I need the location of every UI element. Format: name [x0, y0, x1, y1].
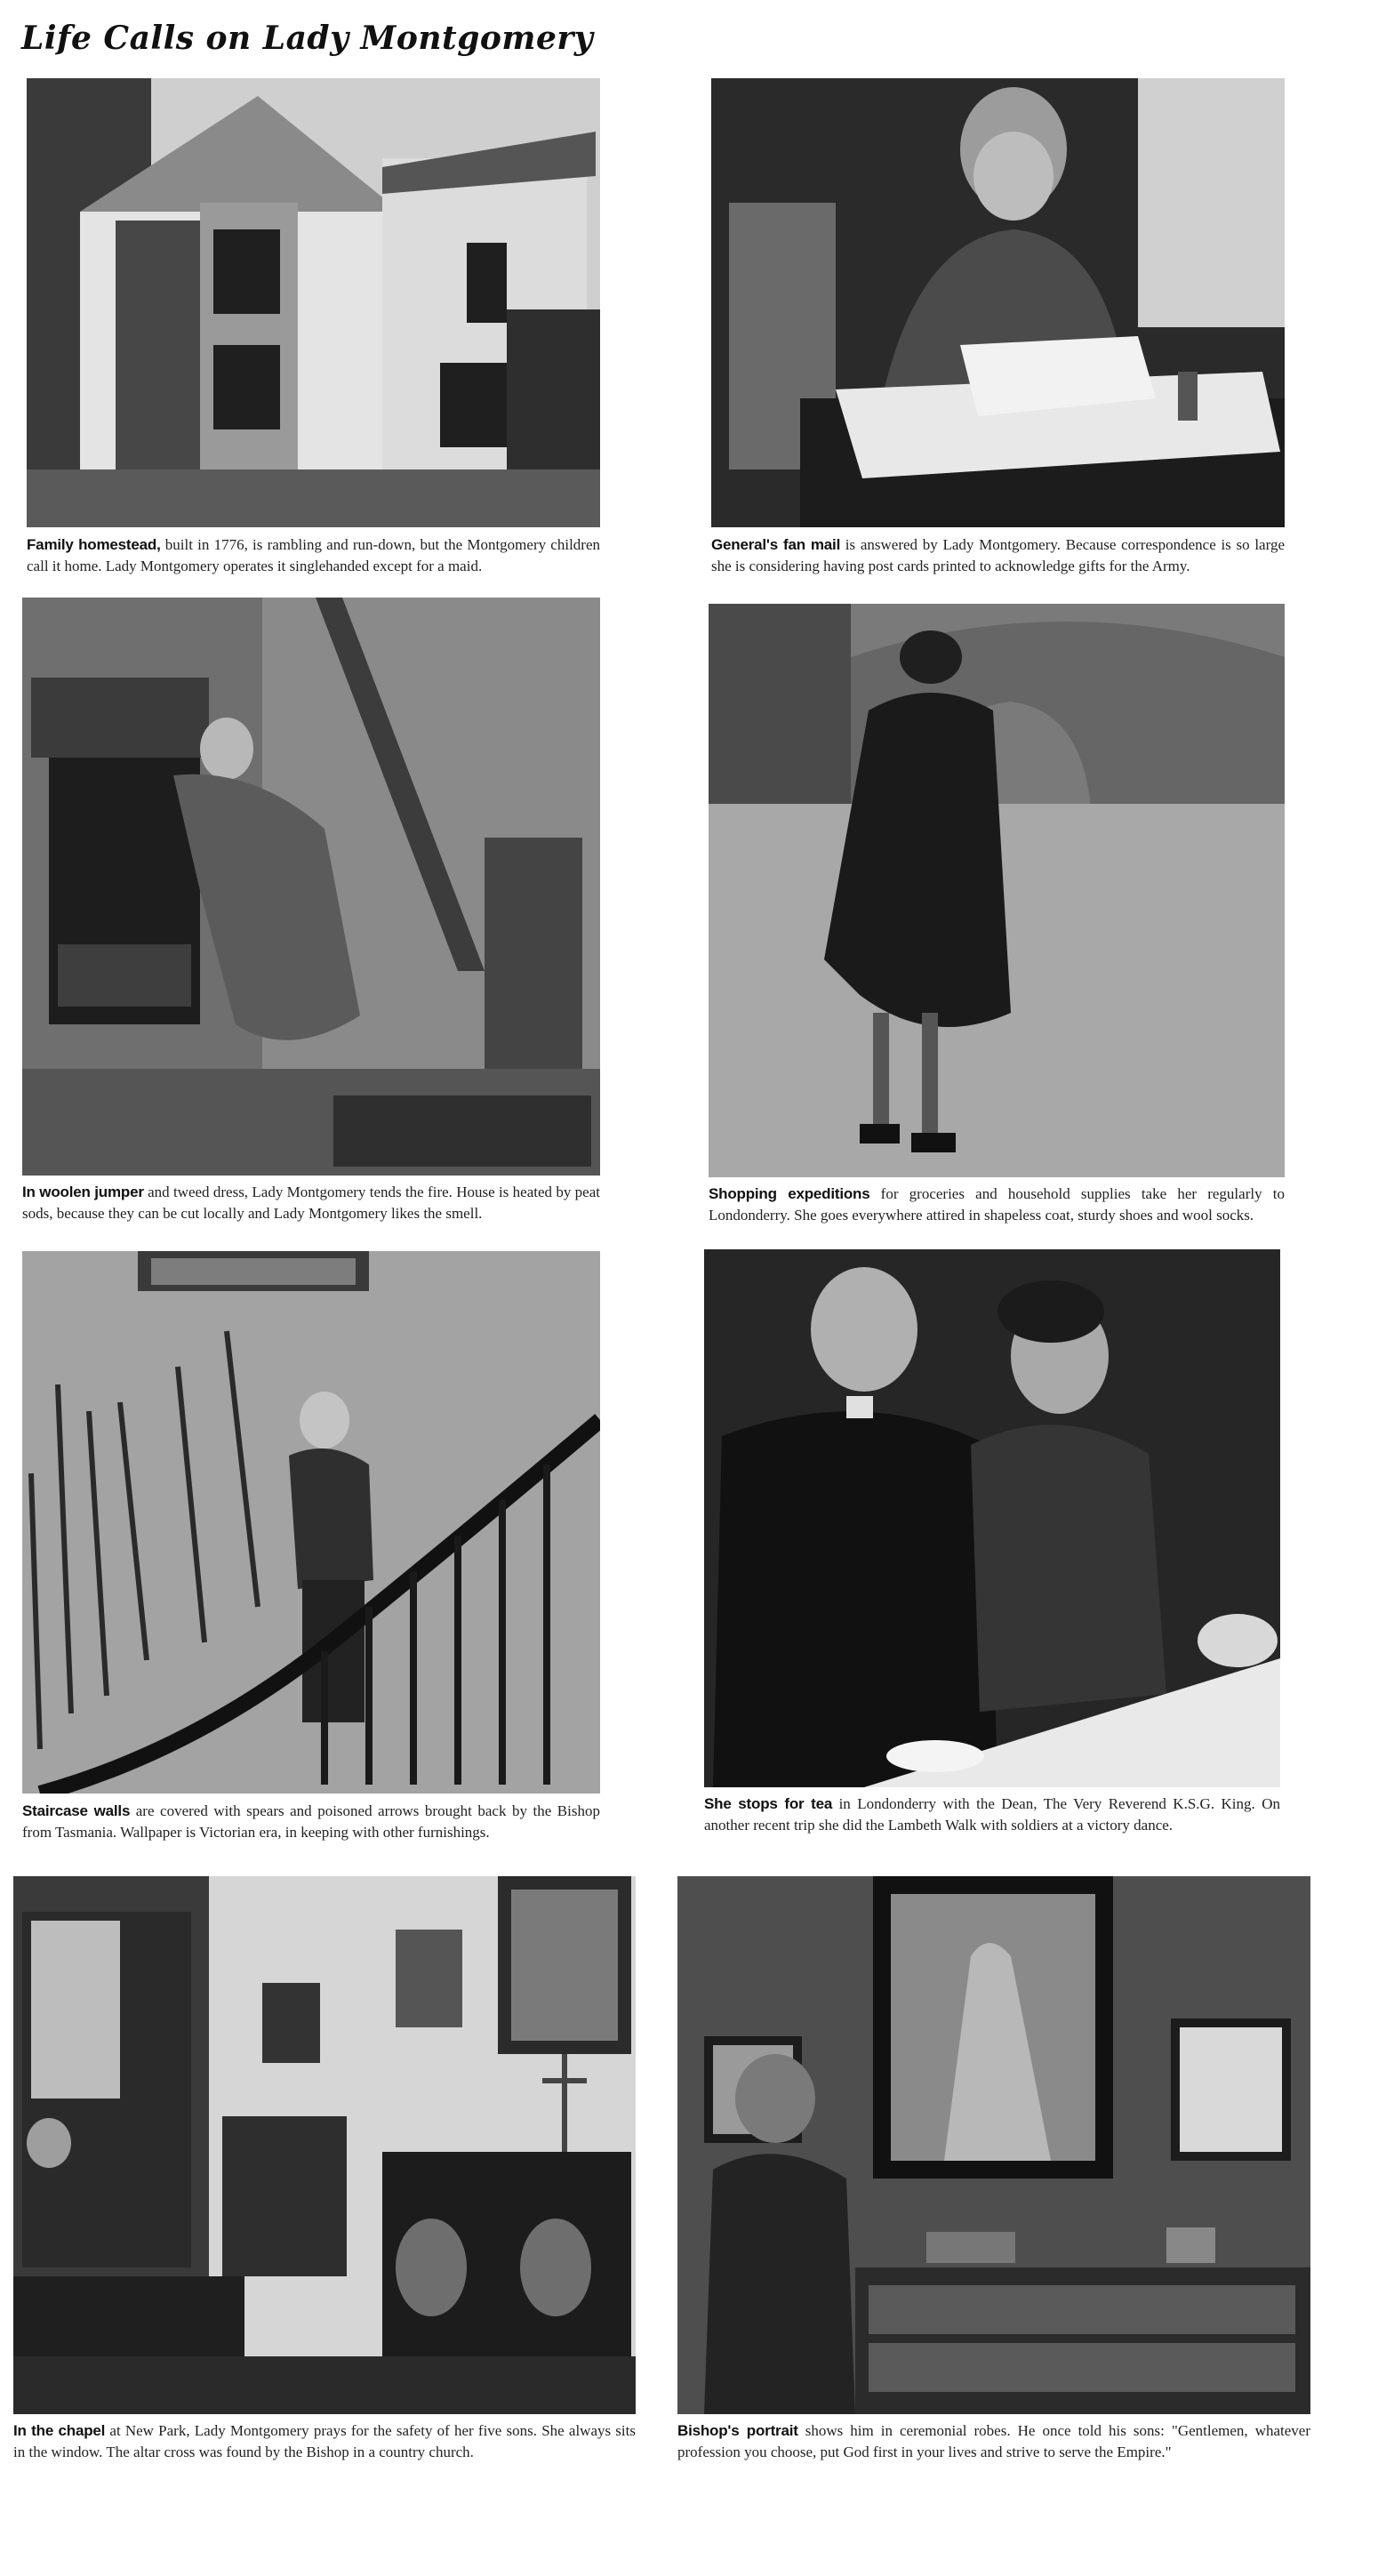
staircase-photo — [22, 1251, 600, 1794]
caption-lead: Staircase walls — [22, 1802, 131, 1819]
tea-with-dean-photo — [704, 1249, 1280, 1787]
caption-homestead — [27, 534, 600, 577]
chapel-photo — [13, 1876, 636, 2414]
photo-panel-staircase — [22, 1251, 600, 1865]
caption-text: in Londonderry with the Dean, The Very Reverend K.S.G. King. On another recent trip she did the Lambeth Walk with soldiers at a victory dance. — [704, 1795, 1280, 1834]
caption-lead: Shopping expeditions — [709, 1185, 870, 1202]
caption-lead: In the chapel — [13, 2422, 106, 2439]
photo-panel-bishop — [677, 1876, 1310, 2490]
caption-fireplace — [22, 1182, 600, 1224]
photo-panel-fan-mail — [711, 78, 1285, 585]
caption-text: and tweed dress, Lady Montgomery tends the fire. House is heated by peat sods, because they can be cut locally and Lady Montgomery likes the smell. — [22, 1184, 600, 1222]
caption-staircase — [22, 1801, 600, 1843]
caption-bishop — [677, 2420, 1310, 2463]
photo-panel-tea — [704, 1249, 1280, 1854]
caption-chapel — [13, 2420, 636, 2463]
photo-panel-shopping — [709, 604, 1285, 1231]
caption-text: for groceries and household supplies take her regularly to Londonderry. She goes everywhere attired in shapeless coat, sturdy shoes and wool socks. — [709, 1185, 1285, 1224]
caption-lead: General's fan mail — [711, 536, 841, 553]
photo-panel-homestead — [27, 78, 600, 585]
caption-text: at New Park, Lady Montgomery prays for the safety of her five sons. She always sits in the window. The altar cross was found by the Bishop in a country church. — [13, 2422, 636, 2460]
street-walk-photo — [709, 604, 1285, 1177]
house-exterior-photo — [27, 78, 600, 527]
photo-panel-chapel — [13, 1876, 636, 2490]
fireplace-photo — [22, 598, 600, 1176]
caption-text: are covered with spears and poisoned arrows brought back by the Bishop from Tasmania. Wallpaper is Victorian era, in keeping with other furnishings. — [22, 1802, 600, 1841]
photo-panel-fireplace — [22, 598, 600, 1229]
writing-letters-photo — [711, 78, 1285, 527]
caption-shopping — [709, 1184, 1285, 1226]
caption-lead: She stops for tea — [704, 1795, 833, 1812]
caption-lead: Bishop's portrait — [677, 2422, 798, 2439]
caption-lead: In woolen jumper — [22, 1184, 144, 1200]
bishop-portrait-photo — [677, 1876, 1310, 2414]
page-title: Life Calls on Lady Montgomery — [21, 20, 594, 57]
caption-text: built in 1776, is rambling and run-down, but the Montgomery children call it home. Lady Montgomery operates it singlehanded except for a maid. — [27, 536, 600, 574]
caption-fan-mail — [711, 534, 1285, 577]
caption-text: is answered by Lady Montgomery. Because correspondence is so large she is considering having post cards printed to acknowledge gifts for the Army. — [711, 536, 1285, 574]
caption-tea — [704, 1794, 1280, 1836]
caption-text: shows him in ceremonial robes. He once told his sons: "Gentlemen, whatever profession you choose, put God first in your lives and strive to serve the Empire." — [677, 2422, 1310, 2460]
caption-lead: Family homestead, — [27, 536, 161, 553]
